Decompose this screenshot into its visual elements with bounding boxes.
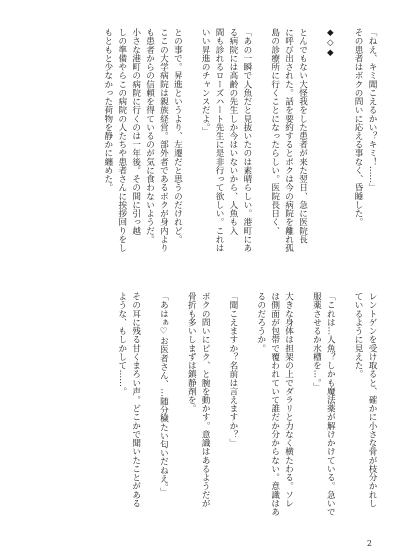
upper-text-line: も患者からの信頼を得ているのが気に食わないようだ。 — [144, 28, 155, 244]
upper-text-line: しの準備やらこの病院の人たちや患者さんに挨拶回りをし — [116, 28, 127, 253]
upper-text-line: ◆◇◆ — [325, 28, 336, 59]
upper-blank-line — [183, 28, 197, 256]
lower-text-line: るのだろうか。 — [255, 292, 266, 353]
lower-text-line: 骨折も多いしまずは鎮静剤を。 — [186, 292, 197, 413]
lower-text-line: ているように見えた。 — [353, 292, 364, 379]
lower-text-line: 大きな身体は担架の上でダラリと力なく横たわる。ソレ — [283, 292, 294, 508]
lower-text-line: ような、もしかして……。 — [116, 292, 127, 396]
upper-text-line: に呼び出された。話を要約するとボクは今の病院を離れ孤 — [283, 28, 294, 253]
upper-text-line: る病院には高齢の先生しか今はいないから、人魚も入 — [227, 28, 238, 235]
lower-text-line: 服薬させるか水槽を…。」 — [311, 292, 322, 392]
lower-text-line: その耳に残る甘くまろい声。どこかで聞いたことがある — [130, 292, 141, 508]
lower-blank-line — [142, 292, 156, 520]
lower-text-line: ボクの問いにピク、と腕を動かす。意識はあるようだが — [200, 292, 211, 508]
upper-blank-line — [336, 28, 350, 256]
upper-blank-line — [309, 28, 323, 256]
upper-text-line: 島の診療所に行くことになったらしい。医院長日く、 — [269, 28, 280, 235]
lower-text-line: 「これは…人魚？しかも魔法薬が解けかけている。急いで — [325, 292, 336, 517]
lower-text-line: 「聞こえますか？名前は言えますか？」 — [227, 292, 238, 448]
upper-text-line: いい昇進のチャンスだよ。」 — [200, 28, 211, 136]
upper-text-line: もともと少なかった荷物を静かに纏めた。 — [102, 28, 113, 192]
upper-text-line: 「あの一瞬で人魚だと見抜いたのは素晴らしい。港町にあ — [241, 28, 252, 253]
upper-text-line: との事で。昇進というより、左遷だと思うのだけれど。 — [172, 28, 183, 244]
upper-text-line: その患者はボクの問いに応える事なく、昏睡した。 — [353, 28, 364, 227]
lower-blank-line — [169, 292, 183, 520]
lower-text-line: は側面が包帯で覆われていて誰だか分からない。意識はあ — [269, 292, 280, 517]
upper-text-block — [100, 28, 378, 256]
upper-text-line: 小さな港町の病院に行くのは一年後。その間に引っ越 — [130, 28, 141, 235]
upper-text-line: とんでもない大怪我をした患者が来た翌日、急に医院長 — [297, 28, 308, 244]
upper-text-line: 間も診れるローズハート先生に是非行って欲しい。これは — [214, 28, 225, 253]
lower-blank-line — [211, 292, 225, 520]
page-number: 2 — [366, 539, 372, 548]
lower-blank-line — [336, 292, 350, 520]
lower-blank-line — [239, 292, 253, 520]
upper-text-line: ここの大学病院は親族経営。部外者であるボクが身内より — [158, 28, 169, 253]
lower-text-line: レントゲンを受け取ると、確かに小さな骨が枝分かれし — [367, 292, 377, 508]
upper-blank-line — [253, 28, 267, 256]
lower-blank-line — [295, 292, 309, 520]
lower-text-line: 「あはぁ♡お医者さん、…随分穢たい匂いだねえ。」 — [158, 292, 169, 496]
lower-text-block — [114, 292, 378, 520]
upper-text-line: 「ねえ、キミ聞こえるかい？キミ！……」 — [367, 28, 377, 192]
